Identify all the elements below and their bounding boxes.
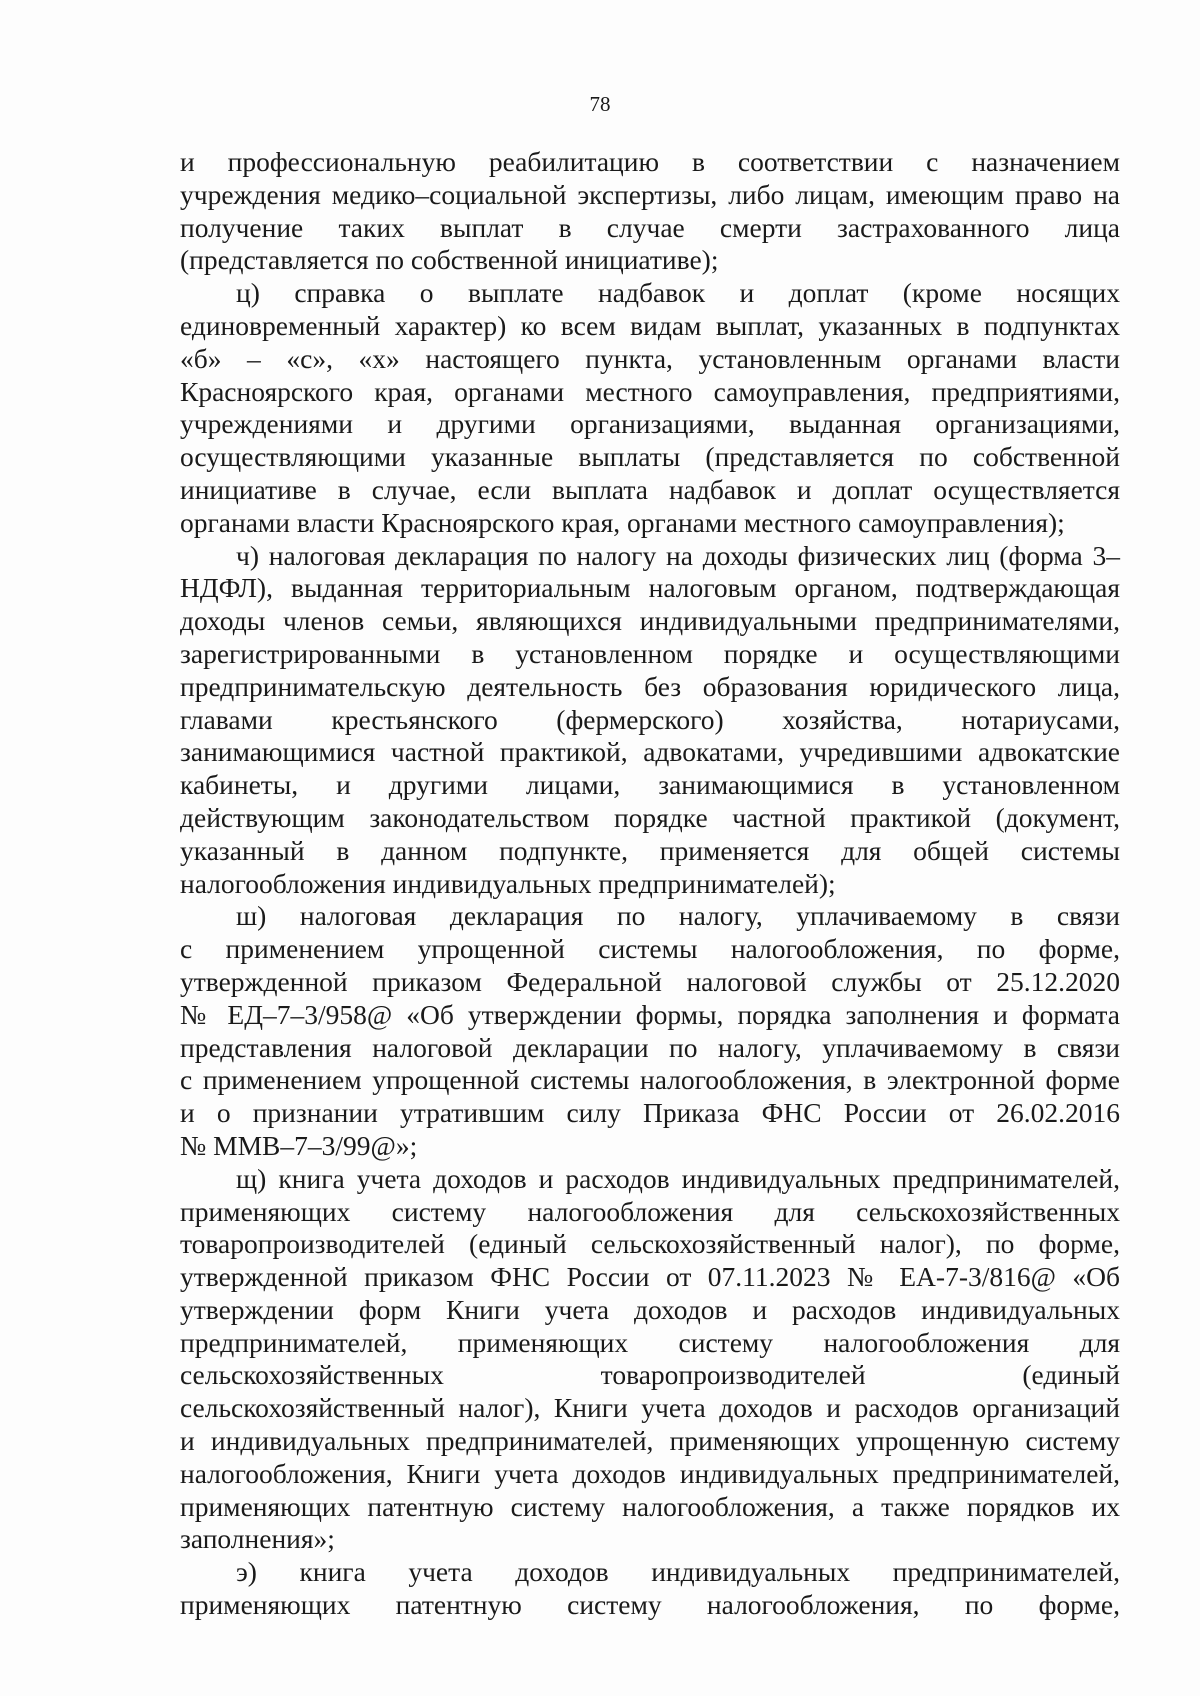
- text-line: ч) налоговая декларация по налогу на доходы физических лиц (форма 3–: [236, 539, 1120, 571]
- text-line: инициативе в случае, если выплата надбавок и доплат осуществляется: [180, 473, 1120, 505]
- text-line: товаропроизводителей (единый сельскохозяйственный налог), по форме,: [180, 1228, 1120, 1260]
- text-line: предпринимательскую деятельность без образования юридического лица,: [180, 670, 1120, 702]
- text-line: представления налоговой декларации по налогу, уплачиваемому в связи: [180, 1031, 1120, 1063]
- text-line: осуществляющими указанные выплаты (представляется по собственной: [180, 441, 1120, 473]
- text-line: главами крестьянского (фермерского) хозяйства, нотариусами,: [180, 703, 1120, 735]
- document-text: [180, 146, 1120, 1622]
- text-line: единовременный характер) ко всем видам выплат, указанных в подпунктах: [180, 309, 1120, 341]
- text-line: утвержденной приказом Федеральной налоговой службы от 25.12.2020: [180, 965, 1120, 997]
- text-line: № ЕД–7–3/958@ «Об утверждении формы, порядка заполнения и формата: [180, 998, 1120, 1030]
- text-line: доходы членов семьи, являющихся индивидуальными предпринимателями,: [180, 605, 1120, 637]
- page-number: 78: [589, 92, 611, 116]
- text-line: применяющих патентную систему налогообложения, по форме,: [180, 1589, 1120, 1621]
- text-line: действующим законодательством порядке частной практикой (документ,: [180, 801, 1120, 833]
- text-line: органами власти Красноярского края, органами местного самоуправления);: [180, 506, 1065, 538]
- text-line: учреждениями и другими организациями, выданная организациями,: [180, 408, 1120, 440]
- text-line: предпринимателей, применяющих систему налогообложения для: [180, 1326, 1120, 1358]
- text-line: щ) книга учета доходов и расходов индивидуальных предпринимателей,: [236, 1162, 1120, 1194]
- text-line: кабинеты, и другими лицами, занимающимися в установленном: [180, 769, 1120, 801]
- text-line: № ММВ–7–3/99@»;: [180, 1129, 418, 1161]
- text-line: получение таких выплат в случае смерти застрахованного лица: [180, 211, 1120, 243]
- text-line: Красноярского края, органами местного самоуправления, предприятиями,: [180, 375, 1120, 407]
- text-line: учреждения медико–социальной экспертизы, либо лицам, имеющим право на: [180, 178, 1120, 210]
- text-line: применяющих систему налогообложения для сельскохозяйственных: [180, 1195, 1120, 1227]
- text-line: налогообложения, Книги учета доходов индивидуальных предпринимателей,: [180, 1457, 1120, 1489]
- text-line: указанный в данном подпункте, применяется для общей системы: [180, 834, 1120, 866]
- text-line: сельскохозяйственных товаропроизводителей (единый: [180, 1359, 1120, 1391]
- text-line: с применением упрощенной системы налогообложения, в электронной форме: [180, 1064, 1120, 1096]
- text-line: зарегистрированными в установленном порядке и осуществляющими: [180, 637, 1120, 669]
- text-line: заполнения»;: [180, 1523, 335, 1555]
- text-line: занимающимися частной практикой, адвокатами, учредившими адвокатские: [180, 736, 1120, 768]
- text-line: и о признании утратившим силу Приказа ФНС России от 26.02.2016: [180, 1097, 1120, 1129]
- text-line: и профессиональную реабилитацию в соответствии с назначением: [180, 146, 1120, 177]
- text-line: с применением упрощенной системы налогообложения, по форме,: [180, 933, 1120, 965]
- text-line: сельскохозяйственный налог), Книги учета доходов и расходов организаций: [180, 1392, 1120, 1424]
- text-line: налогообложения индивидуальных предпринимателей);: [180, 867, 836, 899]
- text-line: утвержденной приказом ФНС России от 07.11.2023 № ЕА-7-3/816@ «Об: [180, 1261, 1120, 1293]
- text-line: ш) налоговая декларация по налогу, уплачиваемому в связи: [236, 900, 1120, 932]
- text-line: НДФЛ), выданная территориальным налоговым органом, подтверждающая: [180, 572, 1120, 604]
- text-line: применяющих патентную систему налогообложения, а также порядков их: [180, 1490, 1120, 1522]
- text-line: утверждении форм Книги учета доходов и расходов индивидуальных: [180, 1293, 1120, 1325]
- text-line: и индивидуальных предпринимателей, применяющих упрощенную систему: [180, 1425, 1120, 1457]
- text-line: «б» – «с», «х» настоящего пункта, установленным органами власти: [180, 342, 1120, 374]
- text-line: (представляется по собственной инициативе);: [180, 244, 719, 276]
- text-line: ц) справка о выплате надбавок и доплат (кроме носящих: [236, 277, 1120, 309]
- text-line: э) книга учета доходов индивидуальных предпринимателей,: [236, 1556, 1120, 1588]
